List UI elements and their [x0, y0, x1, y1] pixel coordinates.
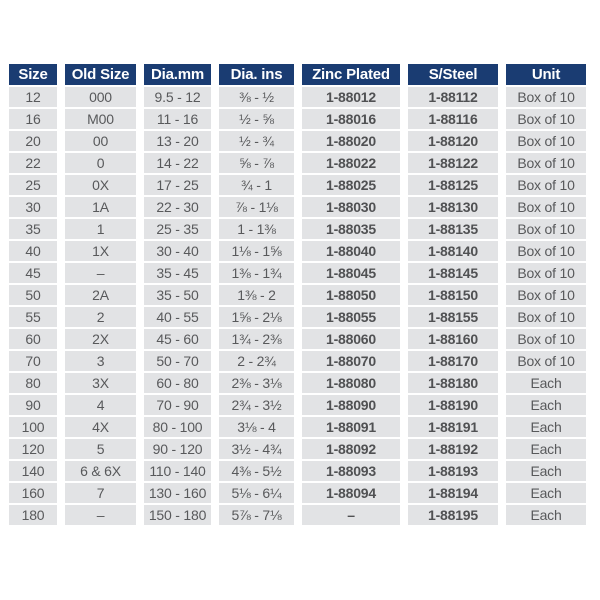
cell-old-size: 5 — [65, 439, 136, 459]
cell-dia-ins: ⅝ - ⅞ — [219, 153, 294, 173]
cell-ssteel: 1-88140 — [408, 241, 498, 261]
cell-unit: Each — [506, 417, 586, 437]
cell-old-size: 6 & 6X — [65, 461, 136, 481]
cell-ssteel: 1-88180 — [408, 373, 498, 393]
cell-ssteel: 1-88194 — [408, 483, 498, 503]
cell-ssteel: 1-88122 — [408, 153, 498, 173]
cell-dia-mm: 80 - 100 — [144, 417, 211, 437]
cell-dia-ins: 2 - 2¾ — [219, 351, 294, 371]
cell-ssteel: 1-88125 — [408, 175, 498, 195]
cell-dia-mm: 30 - 40 — [144, 241, 211, 261]
cell-ssteel: 1-88120 — [408, 131, 498, 151]
table-body — [9, 87, 586, 525]
cell-dia-mm: 35 - 45 — [144, 263, 211, 283]
cell-dia-ins: 1⅜ - 1¾ — [219, 263, 294, 283]
cell-old-size: 7 — [65, 483, 136, 503]
cell-old-size: 1X — [65, 241, 136, 261]
cell-zinc: 1-88030 — [302, 197, 400, 217]
table-row — [9, 395, 586, 415]
cell-dia-ins: 4⅜ - 5½ — [219, 461, 294, 481]
cell-zinc: 1-88070 — [302, 351, 400, 371]
cell-old-size: 000 — [65, 87, 136, 107]
table-row — [9, 219, 586, 239]
cell-dia-ins: ⅞ - 1⅛ — [219, 197, 294, 217]
cell-unit: Box of 10 — [506, 285, 586, 305]
cell-ssteel: 1-88155 — [408, 307, 498, 327]
cell-zinc: 1-88020 — [302, 131, 400, 151]
cell-dia-ins: ⅜ - ½ — [219, 87, 294, 107]
cell-size: 20 — [9, 131, 57, 151]
table-row — [9, 417, 586, 437]
cell-unit: Each — [506, 461, 586, 481]
cell-ssteel: 1-88145 — [408, 263, 498, 283]
cell-ssteel: 1-88195 — [408, 505, 498, 525]
column-header-size: Size — [9, 64, 57, 85]
cell-size: 60 — [9, 329, 57, 349]
cell-unit: Each — [506, 373, 586, 393]
cell-dia-mm: 22 - 30 — [144, 197, 211, 217]
cell-dia-ins: 1 - 1⅜ — [219, 219, 294, 239]
cell-dia-ins: 3⅛ - 4 — [219, 417, 294, 437]
cell-dia-ins: 2⅜ - 3⅛ — [219, 373, 294, 393]
cell-unit: Each — [506, 505, 586, 525]
cell-size: 90 — [9, 395, 57, 415]
cell-zinc: 1-88025 — [302, 175, 400, 195]
cell-dia-mm: 11 - 16 — [144, 109, 211, 129]
table-row — [9, 109, 586, 129]
cell-zinc: 1-88012 — [302, 87, 400, 107]
cell-ssteel: 1-88116 — [408, 109, 498, 129]
cell-dia-ins: 1⅛ - 1⅝ — [219, 241, 294, 261]
cell-unit: Box of 10 — [506, 131, 586, 151]
cell-dia-mm: 9.5 - 12 — [144, 87, 211, 107]
cell-old-size: 4 — [65, 395, 136, 415]
cell-old-size: 0 — [65, 153, 136, 173]
cell-unit: Box of 10 — [506, 241, 586, 261]
cell-zinc: 1-88094 — [302, 483, 400, 503]
cell-dia-mm: 14 - 22 — [144, 153, 211, 173]
cell-old-size: 2A — [65, 285, 136, 305]
table-row — [9, 285, 586, 305]
cell-old-size: 3 — [65, 351, 136, 371]
cell-dia-mm: 70 - 90 — [144, 395, 211, 415]
cell-dia-ins: ¾ - 1 — [219, 175, 294, 195]
table-row — [9, 131, 586, 151]
column-header-zinc: Zinc Plated — [302, 64, 400, 85]
table-row — [9, 263, 586, 283]
cell-unit: Box of 10 — [506, 329, 586, 349]
column-header-unit: Unit — [506, 64, 586, 85]
cell-dia-ins: 5⅞ - 7⅛ — [219, 505, 294, 525]
cell-old-size: – — [65, 505, 136, 525]
cell-unit: Box of 10 — [506, 219, 586, 239]
cell-old-size: 4X — [65, 417, 136, 437]
cell-zinc: 1-88022 — [302, 153, 400, 173]
cell-old-size: 1 — [65, 219, 136, 239]
cell-zinc: 1-88050 — [302, 285, 400, 305]
cell-size: 80 — [9, 373, 57, 393]
cell-size: 12 — [9, 87, 57, 107]
table-row — [9, 241, 586, 261]
cell-dia-ins: 5⅛ - 6¼ — [219, 483, 294, 503]
cell-old-size: M00 — [65, 109, 136, 129]
column-header-old-size: Old Size — [65, 64, 136, 85]
cell-zinc: 1-88035 — [302, 219, 400, 239]
cell-zinc: 1-88080 — [302, 373, 400, 393]
cell-old-size: – — [65, 263, 136, 283]
cell-unit: Box of 10 — [506, 87, 586, 107]
cell-dia-ins: 3½ - 4¾ — [219, 439, 294, 459]
cell-ssteel: 1-88193 — [408, 461, 498, 481]
cell-dia-mm: 17 - 25 — [144, 175, 211, 195]
cell-dia-mm: 150 - 180 — [144, 505, 211, 525]
cell-size: 140 — [9, 461, 57, 481]
cell-dia-mm: 13 - 20 — [144, 131, 211, 151]
cell-size: 180 — [9, 505, 57, 525]
cell-dia-ins: 1¾ - 2⅜ — [219, 329, 294, 349]
cell-dia-mm: 60 - 80 — [144, 373, 211, 393]
cell-size: 50 — [9, 285, 57, 305]
cell-dia-ins: ½ - ¾ — [219, 131, 294, 151]
cell-ssteel: 1-88192 — [408, 439, 498, 459]
cell-size: 70 — [9, 351, 57, 371]
table-row — [9, 505, 586, 525]
table-row — [9, 439, 586, 459]
cell-size: 30 — [9, 197, 57, 217]
table-row — [9, 483, 586, 503]
cell-dia-ins: 1⅝ - 2⅛ — [219, 307, 294, 327]
cell-zinc: 1-88093 — [302, 461, 400, 481]
cell-size: 55 — [9, 307, 57, 327]
cell-size: 25 — [9, 175, 57, 195]
table-row — [9, 461, 586, 481]
cell-old-size: 0X — [65, 175, 136, 195]
table-row — [9, 197, 586, 217]
cell-ssteel: 1-88150 — [408, 285, 498, 305]
table-row — [9, 87, 586, 107]
cell-ssteel: 1-88130 — [408, 197, 498, 217]
cell-unit: Box of 10 — [506, 307, 586, 327]
column-header-ssteel: S/Steel — [408, 64, 498, 85]
cell-dia-ins: ½ - ⅝ — [219, 109, 294, 129]
cell-zinc: 1-88090 — [302, 395, 400, 415]
table-row — [9, 153, 586, 173]
cell-size: 35 — [9, 219, 57, 239]
cell-unit: Box of 10 — [506, 197, 586, 217]
cell-zinc: 1-88091 — [302, 417, 400, 437]
cell-dia-mm: 90 - 120 — [144, 439, 211, 459]
cell-unit: Box of 10 — [506, 351, 586, 371]
header-row — [9, 64, 586, 85]
cell-zinc: 1-88060 — [302, 329, 400, 349]
cell-old-size: 2X — [65, 329, 136, 349]
cell-dia-mm: 130 - 160 — [144, 483, 211, 503]
cell-dia-mm: 110 - 140 — [144, 461, 211, 481]
cell-unit: Box of 10 — [506, 109, 586, 129]
table-row — [9, 373, 586, 393]
column-header-dia-mm: Dia.mm — [144, 64, 211, 85]
cell-old-size: 2 — [65, 307, 136, 327]
column-header-dia-ins: Dia. ins — [219, 64, 294, 85]
cell-zinc: – — [302, 505, 400, 525]
cell-unit: Each — [506, 483, 586, 503]
cell-ssteel: 1-88170 — [408, 351, 498, 371]
cell-unit: Each — [506, 439, 586, 459]
cell-size: 40 — [9, 241, 57, 261]
cell-dia-mm: 35 - 50 — [144, 285, 211, 305]
spec-table — [1, 62, 594, 527]
table-row — [9, 351, 586, 371]
cell-zinc: 1-88016 — [302, 109, 400, 129]
cell-ssteel: 1-88191 — [408, 417, 498, 437]
cell-old-size: 00 — [65, 131, 136, 151]
cell-dia-mm: 50 - 70 — [144, 351, 211, 371]
cell-zinc: 1-88045 — [302, 263, 400, 283]
cell-ssteel: 1-88190 — [408, 395, 498, 415]
cell-dia-ins: 1⅜ - 2 — [219, 285, 294, 305]
cell-old-size: 1A — [65, 197, 136, 217]
cell-old-size: 3X — [65, 373, 136, 393]
cell-dia-mm: 40 - 55 — [144, 307, 211, 327]
cell-size: 16 — [9, 109, 57, 129]
cell-size: 22 — [9, 153, 57, 173]
cell-unit: Box of 10 — [506, 153, 586, 173]
cell-unit: Box of 10 — [506, 263, 586, 283]
cell-size: 120 — [9, 439, 57, 459]
cell-ssteel: 1-88112 — [408, 87, 498, 107]
cell-size: 100 — [9, 417, 57, 437]
cell-zinc: 1-88092 — [302, 439, 400, 459]
cell-ssteel: 1-88135 — [408, 219, 498, 239]
table-row — [9, 175, 586, 195]
cell-size: 160 — [9, 483, 57, 503]
cell-unit: Each — [506, 395, 586, 415]
cell-zinc: 1-88040 — [302, 241, 400, 261]
cell-unit: Box of 10 — [506, 175, 586, 195]
cell-dia-mm: 45 - 60 — [144, 329, 211, 349]
table-row — [9, 329, 586, 349]
cell-dia-ins: 2¾ - 3½ — [219, 395, 294, 415]
cell-dia-mm: 25 - 35 — [144, 219, 211, 239]
cell-size: 45 — [9, 263, 57, 283]
table-row — [9, 307, 586, 327]
cell-ssteel: 1-88160 — [408, 329, 498, 349]
cell-zinc: 1-88055 — [302, 307, 400, 327]
